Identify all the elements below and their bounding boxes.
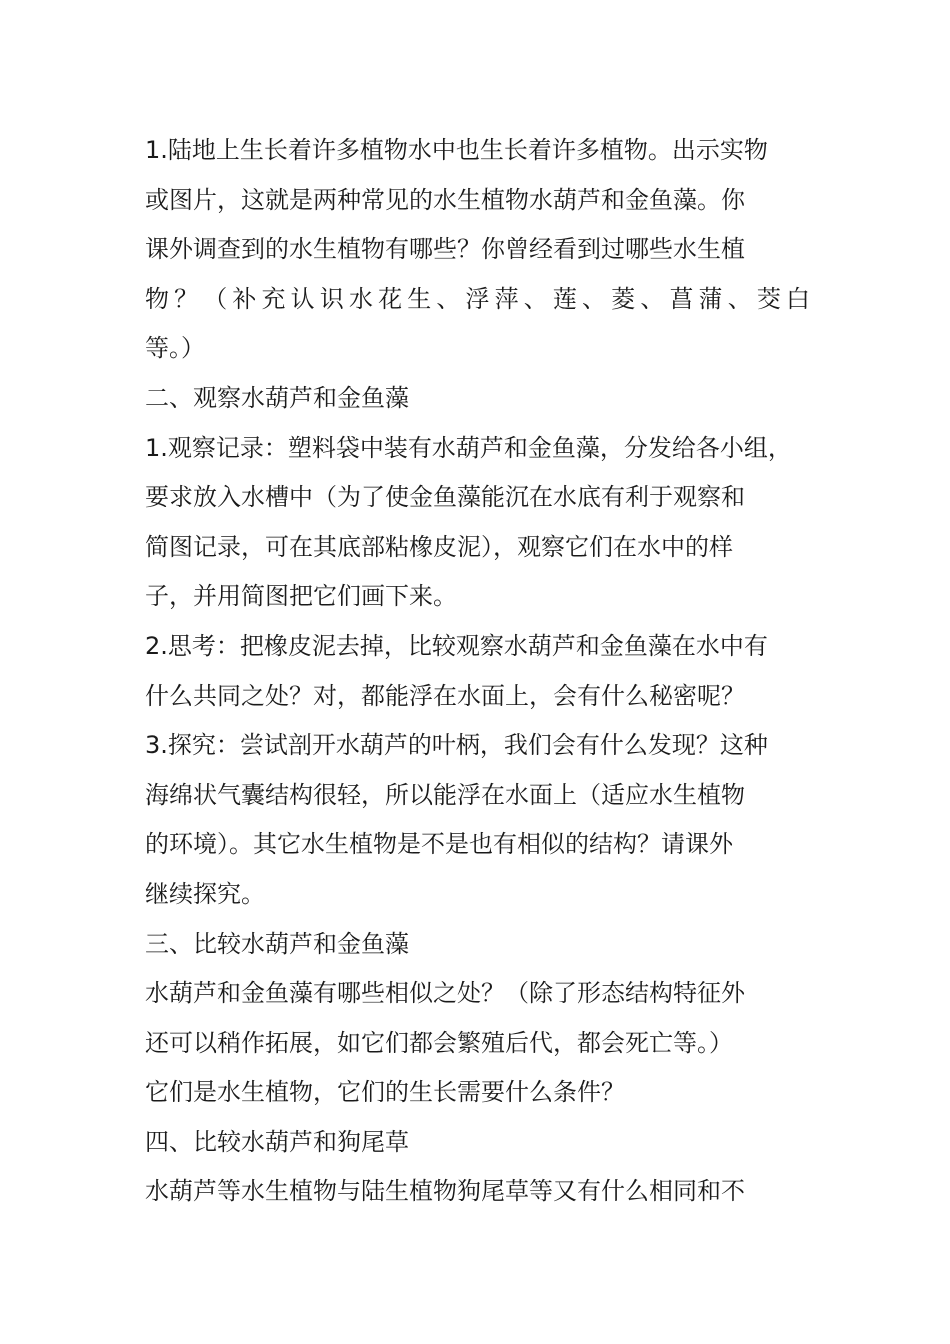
text-line: 继续探究。 <box>145 879 265 908</box>
text-line: 简图记录，可在其底部粘橡皮泥），观察它们在水中的样 <box>145 532 733 561</box>
section-heading: 二、观察水葫芦和金鱼藻 <box>145 383 409 412</box>
section-heading: 三、比较水葫芦和金鱼藻 <box>145 929 409 958</box>
text-line: 等。） <box>145 334 205 363</box>
text-line: 1.陆地上生长着许多植物水中也生长着许多植物。出示实物 <box>145 136 768 164</box>
text-line: 它们是水生植物，它们的生长需要什么条件？ <box>145 1078 625 1107</box>
text-line: 课外调查到的水生植物有哪些？你曾经看到过哪些水生植 <box>145 235 745 264</box>
text-line: 2.思考：把橡皮泥去掉，比较观察水葫芦和金鱼藻在水中有 <box>145 631 768 660</box>
document-body <box>145 126 810 1217</box>
section-heading: 四、比较水葫芦和狗尾草 <box>145 1127 409 1156</box>
text-line: 要求放入水槽中（为了使金鱼藻能沉在水底有利于观察和 <box>145 483 745 512</box>
text-line: 水葫芦等水生植物与陆生植物狗尾草等又有什么相同和不 <box>145 1177 745 1206</box>
text-line: 1.观察记录：塑料袋中装有水葫芦和金鱼藻，分发给各小组， <box>145 433 792 462</box>
text-line: 水葫芦和金鱼藻有哪些相似之处？（除了形态结构特征外 <box>145 979 745 1008</box>
text-line: 什么共同之处？对，都能浮在水面上，会有什么秘密呢？ <box>145 681 745 710</box>
text-line: 或图片，这就是两种常见的水生植物水葫芦和金鱼藻。你 <box>145 185 745 214</box>
text-line: 物？（补充认识水花生、浮萍、莲、菱、菖蒲、茭白 <box>145 284 810 313</box>
text-line: 海绵状气囊结构很轻，所以能浮在水面上（适应水生植物 <box>145 780 745 809</box>
text-line: 的环境）。其它水生植物是不是也有相似的结构？请课外 <box>145 830 733 859</box>
text-line: 3.探究：尝试剖开水葫芦的叶柄，我们会有什么发现？这种 <box>145 731 768 760</box>
text-line: 子，并用简图把它们画下来。 <box>145 582 457 611</box>
text-line: 还可以稍作拓展，如它们都会繁殖后代，都会死亡等。） <box>145 1028 733 1057</box>
